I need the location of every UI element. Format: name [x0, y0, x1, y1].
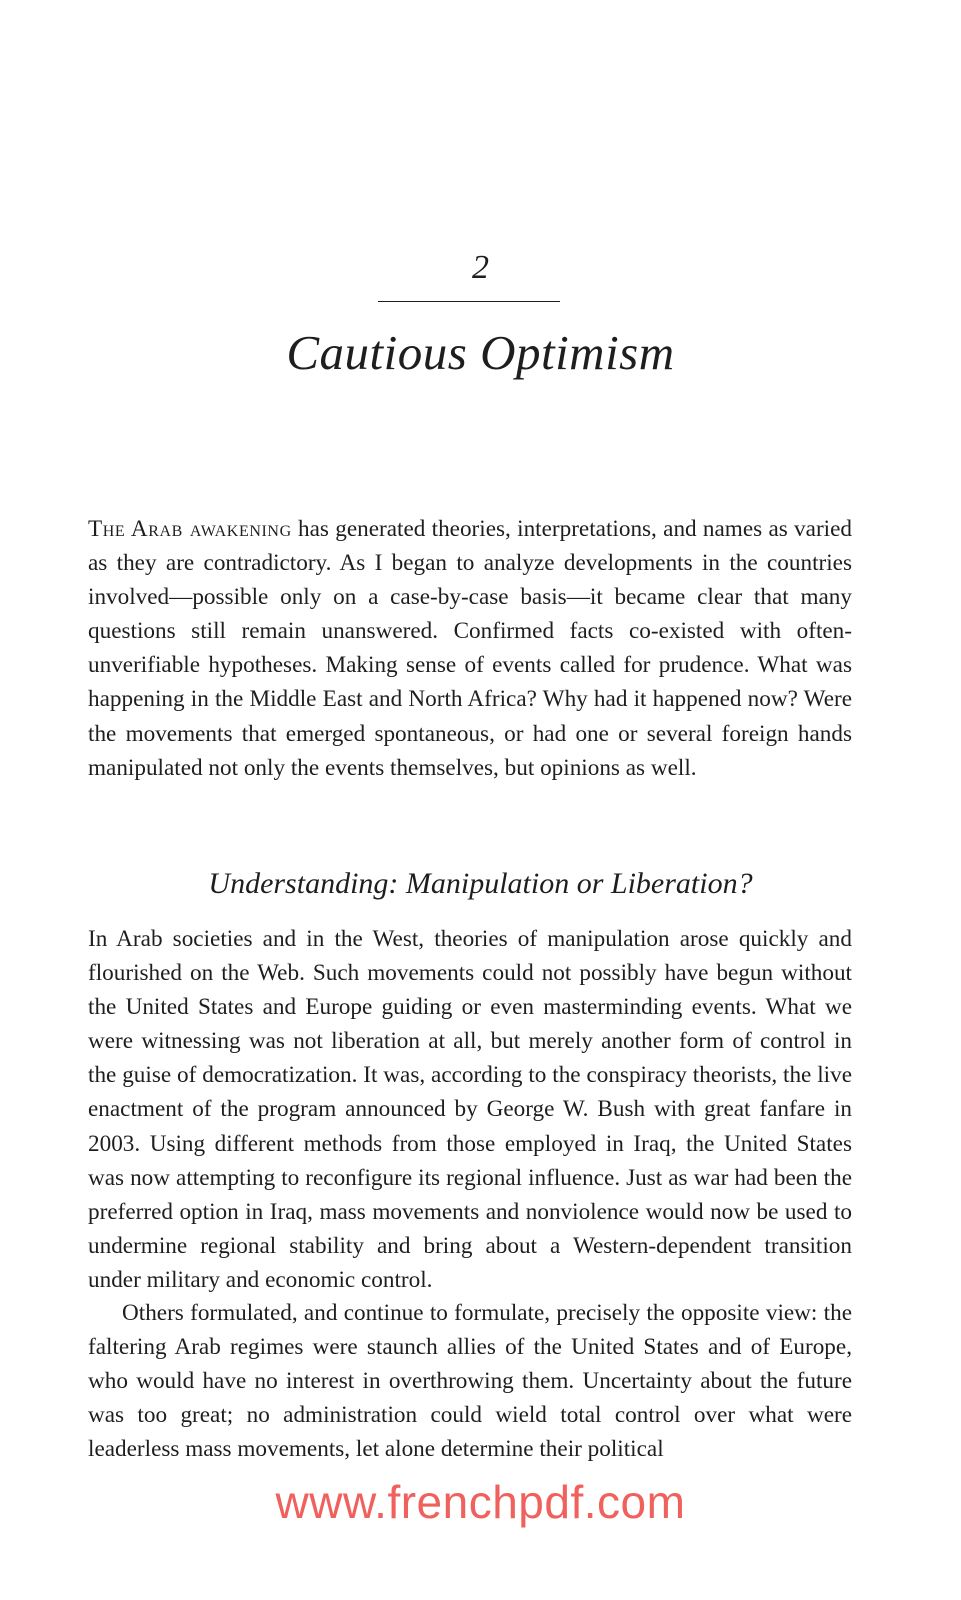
- body-paragraph: In Arab societies and in the West, theories of manipulation arose quickly and flourished on the Web. Such movements could not possibly have begun without the United States and Europe guiding or even masterminding events. What we were witnessing was not liberation at all, but merely another form of control in the guise of democratization. It was, according to the conspiracy theorists, the live enactment of the program announced by George W. Bush with great fanfare in 2003. Using different methods from those employed in Iraq, the United States was now attempting to reconfigure its regional influence. Just as war had been the preferred option in Iraq, mass movements and nonviolence would now be used to undermine regional stability and bring about a Western-dependent transition under military and economic control.: [88, 926, 852, 1293]
- opening-paragraph: [88, 512, 852, 785]
- section-heading: Understanding: Manipulation or Liberation?: [208, 867, 753, 900]
- chapter-number: 2: [472, 249, 489, 286]
- opening-lead-in: The Arab awakening: [88, 516, 292, 542]
- opening-paragraph-text: has generated theories, interpretations, and names as varied as they are contradictory. As I began to analyze developments in the countries involved—possible only on a case-by-case basis—it became clear that many questions still remain unanswered. Confirmed facts co-existed with often-unverifiable hypotheses. Making sense of events called for prudence. What was happening in the Middle East and North Africa? Why had it happened now? Were the movements that emerged spontaneous, or had one or several foreign hands manipulated not only the events themselves, but opinions as well.: [88, 516, 852, 781]
- body-paragraph-indented: Others formulated, and continue to formulate, precisely the opposite view: the faltering Arab regimes were staunch allies of the United States and of Europe, who would have no interest in overthrowing them. Uncertainty about the future was too great; no administration could wield total control over what were leaderless mass movements, let alone determine their political: [88, 1300, 852, 1463]
- chapter-title: Cautious Optimism: [286, 325, 675, 380]
- watermark-link[interactable]: www.frenchpdf.com: [275, 1476, 686, 1528]
- chapter-divider: [378, 301, 560, 302]
